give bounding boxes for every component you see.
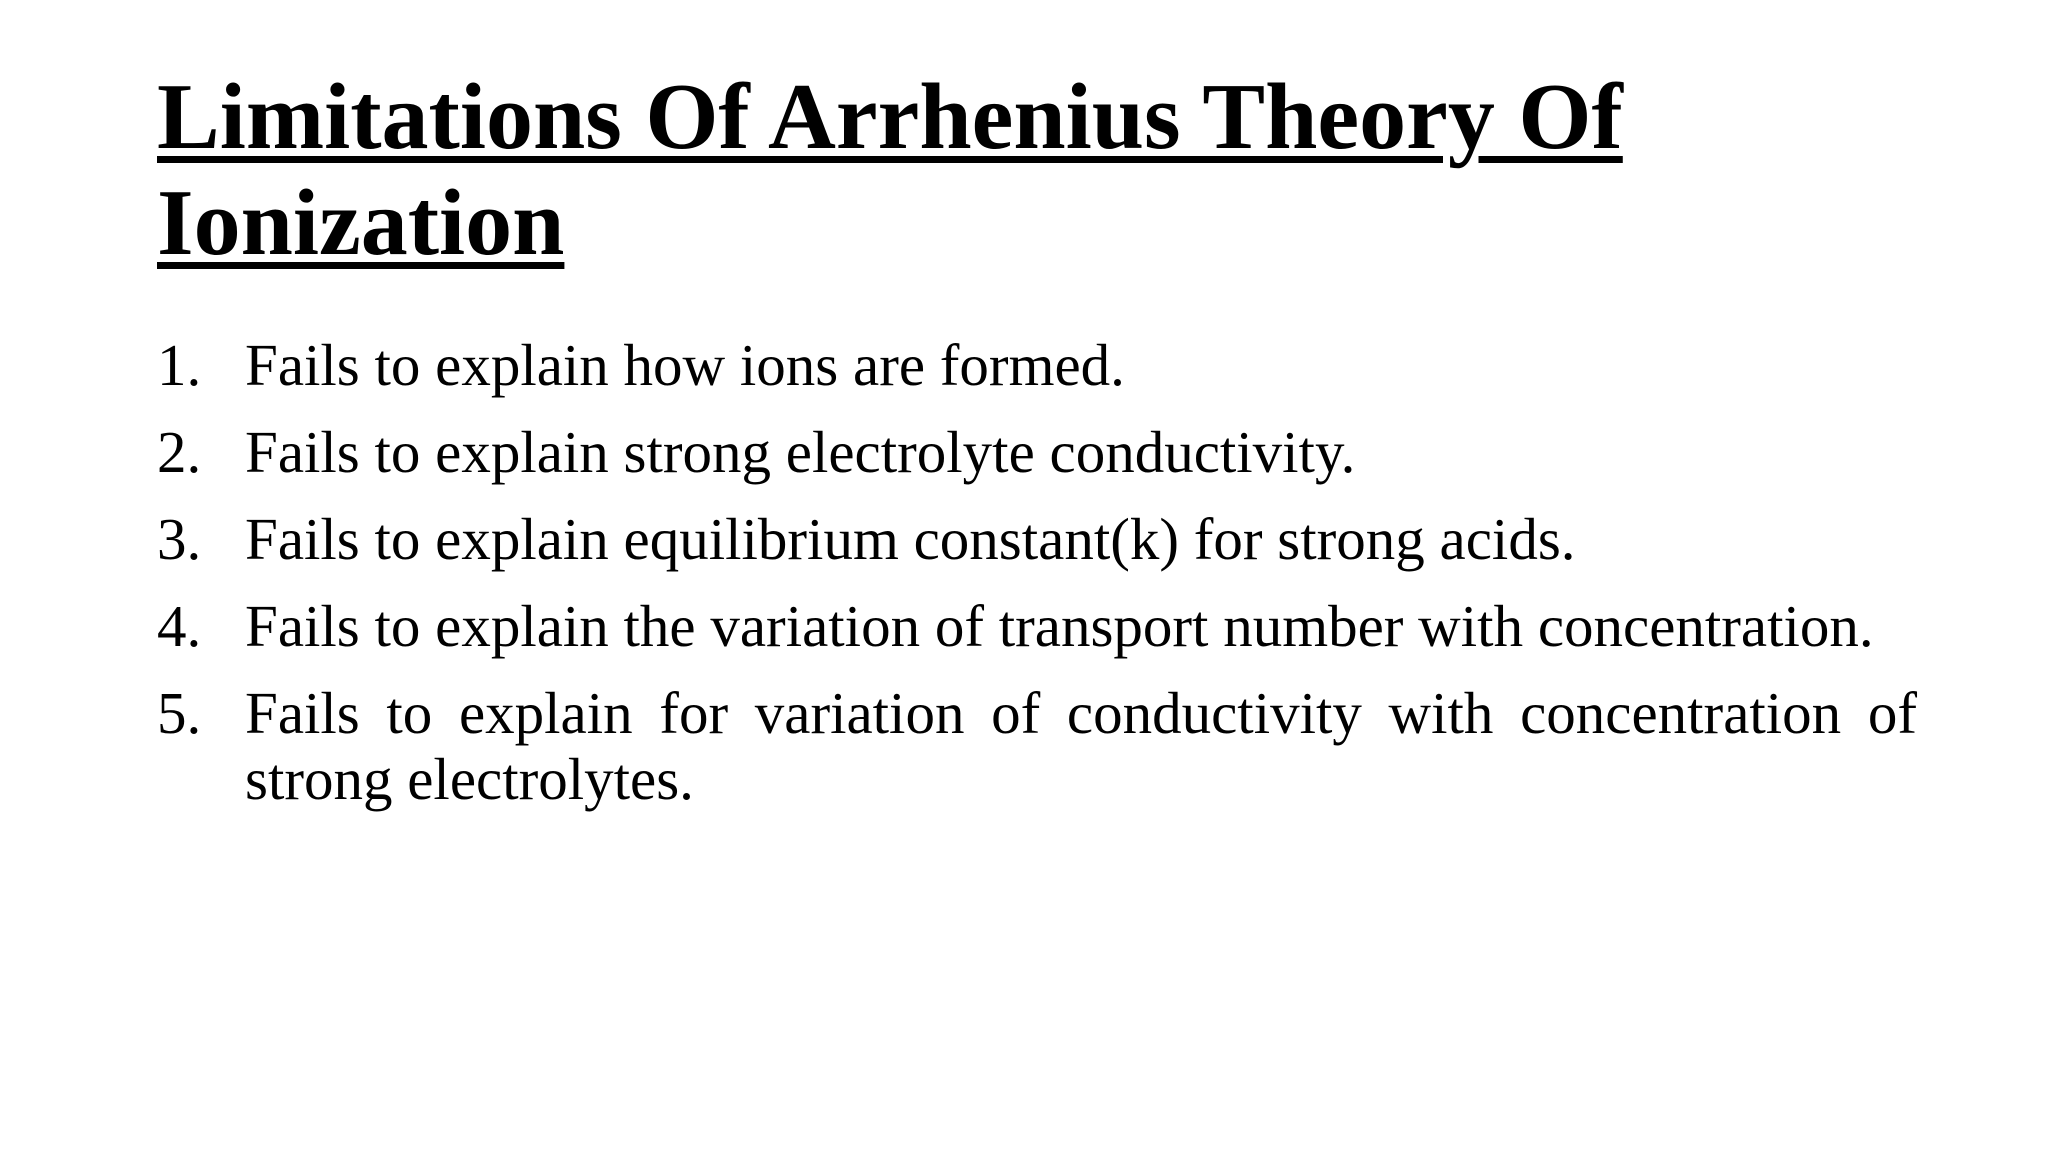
list-item-number: 5. bbox=[157, 680, 202, 746]
slide-title: Limitations Of Arrhenius Theory Of Ionization bbox=[157, 65, 1623, 275]
list-item bbox=[157, 593, 1917, 659]
list-item-number: 1. bbox=[157, 332, 202, 398]
list-item-text: Fails to explain for variation of conductivity with concentration of strong electrolytes. bbox=[245, 680, 1917, 812]
list-item-text: Fails to explain equilibrium constant(k) for strong acids. bbox=[245, 506, 1576, 572]
list-item-number: 3. bbox=[157, 506, 202, 572]
list-item bbox=[157, 680, 1917, 812]
limitations-list bbox=[157, 332, 1917, 833]
list-item-text: Fails to explain the variation of transport number with concentration. bbox=[245, 593, 1874, 659]
list-item bbox=[157, 332, 1917, 398]
list-item-number: 4. bbox=[157, 593, 202, 659]
list-item-text: Fails to explain how ions are formed. bbox=[245, 332, 1125, 398]
list-item-text: Fails to explain strong electrolyte conductivity. bbox=[245, 419, 1356, 485]
list-item bbox=[157, 419, 1917, 485]
list-item-number: 2. bbox=[157, 419, 202, 485]
list-item bbox=[157, 506, 1917, 572]
